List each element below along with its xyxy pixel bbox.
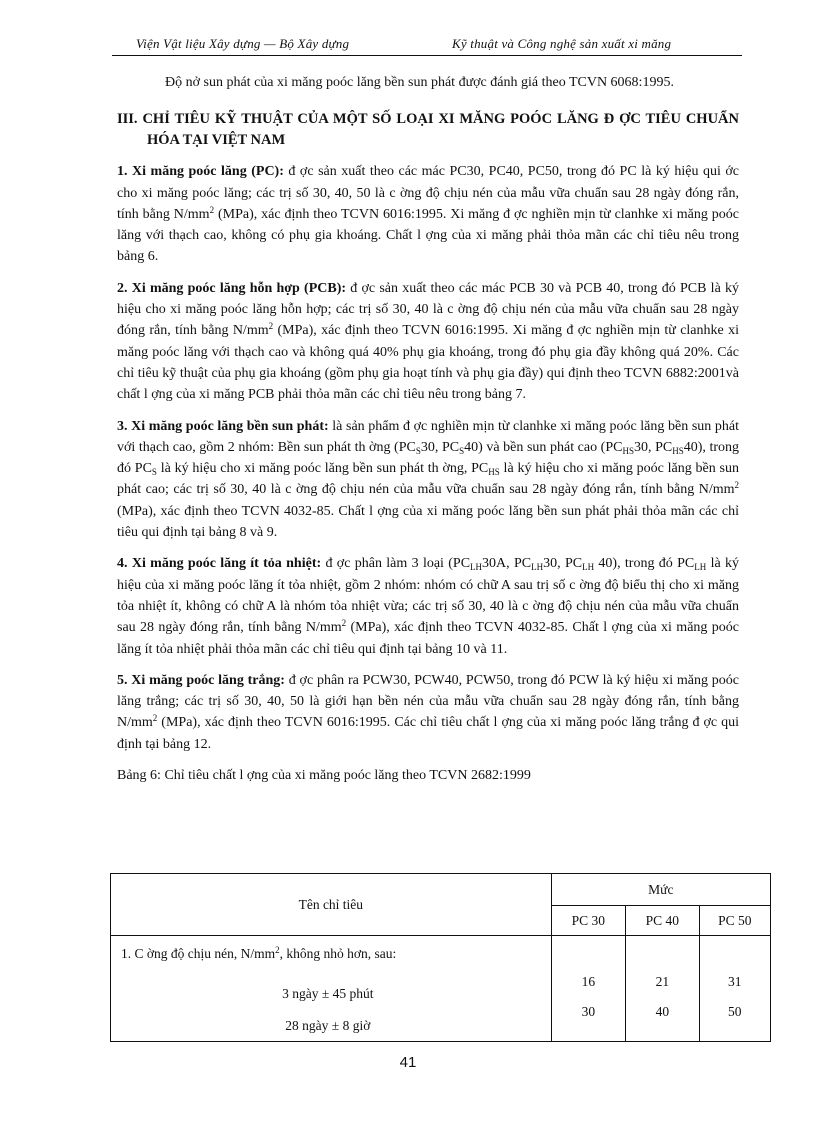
column-header-pc30: PC 30 bbox=[551, 906, 625, 936]
page-number: 41 bbox=[399, 1054, 417, 1071]
paragraph-sulfate-resistant: 3. Xi măng poóc lăng bền sun phát: là sản phẩm đ ợc nghiền mịn từ clanhke xi măng poóc lăng bền sun phát với thạch cao, gồm 2 nhóm: Bền sun phát th ờng ($PC_S30$, $PC_S40$) và bền sun phát cao ($PC_{HS}30$, $PC_{HS}40$), trong đó $PC_S$ là ký hiệu cho xi măng poóc lăng bền sun phát th ờng, $PC_{HS}$ là ký hiệu cho xi măng poóc lăng bền sun phát cao; các trị số 30, 40 là c ờng độ chịu nén của mẫu vữa chuẩn sau 28 ngày đóng rắn, tính bằng $N/mm^2$ (MPa), xác định theo TCVN 4032-85. Chất l ợng của xi măng poóc lăng bền sun phát phải thỏa mãn các chỉ tiêu qui định tại bảng 8 và 9. bbox=[117, 418, 740, 541]
page-body bbox=[117, 72, 739, 790]
column-header-pc50: PC 50 bbox=[699, 906, 770, 936]
column-header-name: Tên chỉ tiêu bbox=[111, 874, 552, 936]
value-cell: 16 30 bbox=[551, 936, 625, 1042]
value-cell: 31 50 bbox=[699, 936, 770, 1042]
paragraph-lead: 3. Xi măng poóc lăng bền sun phát: bbox=[117, 418, 329, 434]
running-header bbox=[112, 36, 752, 52]
column-group-header: Mức bbox=[551, 874, 770, 906]
paragraph-white-cement: 5. Xi măng poóc lăng trắng: đ ợc phân ra PCW30, PCW40, PCW50, trong đó PCW là ký hiệu xi măng poóc lăng trắng; các trị số 30, 40, 50 là giới hạn bền nén của mẫu vữa chuẩn sau 28 ngày đóng rắn, tính bằng $N/mm^2$ (MPa), xác định theo TCVN 6016:1995. Các chỉ tiêu chất l ợng của xi măng poóc lăng trắng đ ợc qui định tại bảng 12. bbox=[117, 672, 739, 752]
row-label-cell bbox=[111, 936, 552, 1042]
paragraph-lead: 4. Xi măng poóc lăng ít tỏa nhiệt: bbox=[117, 556, 322, 572]
paragraph-lead: 5. Xi măng poóc lăng trắng: bbox=[117, 672, 285, 688]
paragraph-pc: 1. Xi măng poóc lăng (PC): đ ợc sản xuất theo các mác PC30, PC40, PC50, trong đó PC là ký hiệu qui ớc cho xi măng poóc lăng; các trị số 30, 40, 50 là c ờng độ chịu nén của mẫu vữa chuẩn sau 28 ngày đóng rắn, tính bằng $N/mm^2$ (MPa), xác định theo TCVN 6016:1995. Xi măng đ ợc nghiền mịn từ clanhke xi măng poóc lăng với thạch cao, không có phụ gia khoáng. Chất l ợng của xi măng phải thỏa mãn các chỉ tiêu nêu trong bảng 6. bbox=[117, 164, 739, 265]
paragraph-low-heat: 4. Xi măng poóc lăng ít tỏa nhiệt: đ ợc phân làm 3 loại ($PC_{LH}30A$, $PC_{LH}30$, $PC_{LH}$ 40), trong đó $PC_{LH}$ là ký hiệu của xi măng poóc lăng ít tỏa nhiệt, gồm 2 nhóm: nhóm có chữ A sau trị số c ờng độ biểu thị cho xi măng tỏa nhiệt ít, không có chữ A là nhóm tỏa nhiệt vừa; các trị số 30, 40 là c ờng độ chịu nén của mẫu vữa chuẩn sau 28 ngày đóng rắn, tính bằng $N/mm^2$ (MPa), xác định theo TCVN 4032-85. Chất l ợng của xi măng poóc lăng ít tỏa nhiệt phải thỏa mãn các chỉ tiêu qui định tại bảng 10 và 11. bbox=[117, 556, 739, 657]
intro-paragraph: Độ nở sun phát của xi măng poóc lăng bền sun phát được đánh giá theo TCVN 6068:1995. bbox=[165, 75, 674, 90]
column-header-pc40: PC 40 bbox=[626, 906, 699, 936]
paragraph-lead: 1. Xi măng poóc lăng (PC): bbox=[117, 164, 284, 180]
sub-row-28-days: 28 ngày ± 8 giờ bbox=[285, 1018, 371, 1033]
section-heading: III. CHỈ TIÊU KỸ THUẬT CỦA MỘT SỐ LOẠI XI MĂNG POÓC LĂNG Đ ỢC TIÊU CHUẨN HÓA TẠI VIỆT NAM bbox=[117, 111, 739, 149]
paragraph-pcb: 2. Xi măng poóc lăng hỗn hợp (PCB): đ ợc sản xuất theo các mác PCB 30 và PCB 40, trong đó PCB là ký hiệu cho xi măng poóc lăng hỗn hợp; các trị số 30, 40 là c ờng độ chịu nén của mẫu vữa chuẩn sau 28 ngày đóng rắn, tính bằng $N/mm^2$ (MPa), xác định theo TCVN 6016:1995. Xi măng đ ợc nghiền mịn từ clanhke xi măng poóc lăng với thạch cao và không quá 40% phụ gia khoáng, trong đó phụ gia đầy không quá 20%. Các chỉ tiêu kỹ thuật của phụ gia khoáng (gồm phụ gia hoạt tính và phụ gia đầy) qui định theo TCVN 6882:2001và chất l ợng của xi măng PCB phải thỏa mãn các chỉ tiêu nêu trong bảng 7. bbox=[117, 280, 740, 403]
row-label: 1. C ờng độ chịu nén, $N/mm^2$, không nhỏ hơn, sau: bbox=[121, 945, 397, 961]
value-cell: 21 40 bbox=[626, 936, 699, 1042]
header-rule bbox=[112, 55, 742, 56]
paragraph-lead: 2. Xi măng poóc lăng hỗn hợp (PCB): bbox=[117, 280, 347, 296]
header-left: Viện Vật liệu Xây dựng — Bộ Xây dựng bbox=[136, 36, 350, 51]
table-caption: Bảng 6: Chỉ tiêu chất l ợng của xi măng poóc lăng theo TCVN 2682:1999 bbox=[117, 768, 531, 784]
sub-row-3-days: 3 ngày ± 45 phút bbox=[282, 986, 374, 1001]
table-row bbox=[111, 936, 771, 1042]
header-right: Kỹ thuật và Công nghệ sản xuất xi măng bbox=[452, 36, 672, 51]
table-6 bbox=[110, 873, 771, 1042]
